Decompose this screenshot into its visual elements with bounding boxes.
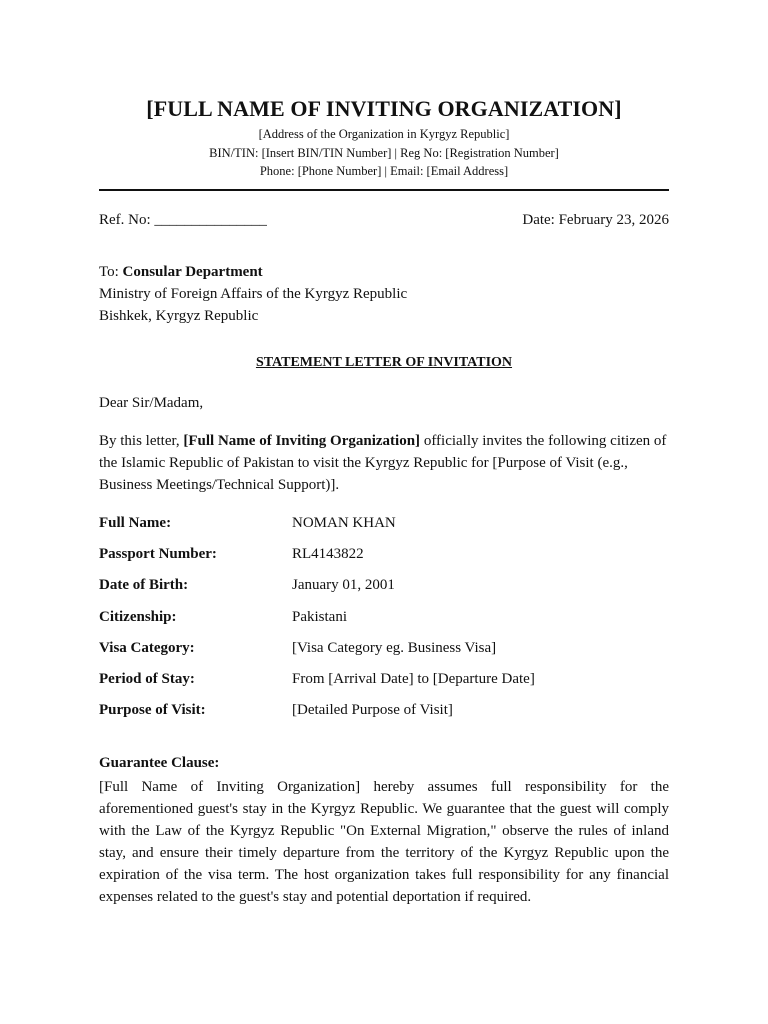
recipient-prefix: To: — [99, 264, 123, 280]
guarantee-paragraph: [Full Name of Inviting Organization] hereby assumes full responsibility for the aforementioned guest's stay in the Kyrgyz Republic. We guarantee that the guest will comply with the Law of the Kyrgyz Republic "On External Migration," observe the rules of inland stay, and ensure their timely departure from the territory of the Kyrgyz Republic upon the expiration of the visa term. The host organization takes full responsibility for any financial expenses related to the guest's stay and potential deportation if required. — [99, 779, 669, 905]
detail-row — [99, 577, 669, 608]
organization-name: [FULL NAME OF INVITING ORGANIZATION] — [146, 96, 622, 121]
detail-value: From [Arrival Date] to [Departure Date] — [292, 670, 535, 687]
detail-value: January 01, 2001 — [292, 577, 395, 594]
recipient-block — [99, 261, 669, 327]
recipient-line — [99, 261, 669, 283]
detail-value: [Detailed Purpose of Visit] — [292, 702, 453, 719]
detail-row — [99, 515, 669, 546]
detail-row — [99, 609, 669, 640]
detail-label: Full Name: — [99, 515, 172, 531]
guarantee-title: Guarantee Clause: — [99, 755, 220, 771]
letter-subject: STATEMENT LETTER OF INVITATION — [255, 355, 513, 370]
intro-paragraph — [99, 430, 669, 496]
detail-value: RL4143822 — [292, 546, 364, 563]
recipient-department: Consular Department — [122, 264, 263, 280]
intro-prefix: By this letter, — [99, 433, 184, 449]
detail-value: [Visa Category eg. Business Visa] — [292, 639, 497, 656]
organization-registration: BIN/TIN: [Insert BIN/TIN Number] | Reg No: [Registration Number] — [209, 146, 559, 160]
detail-row — [99, 546, 669, 577]
organization-contact: Phone: [Phone Number] | Email: [Email Address] — [259, 164, 509, 178]
detail-label: Date of Birth: — [99, 577, 189, 594]
detail-label: Passport Number: — [99, 546, 217, 563]
detail-label: Citizenship: — [99, 608, 177, 625]
detail-row — [99, 702, 669, 733]
guest-details — [99, 515, 669, 733]
detail-value: Pakistani — [292, 608, 347, 625]
detail-row — [99, 640, 669, 671]
detail-label: Purpose of Visit: — [99, 702, 206, 719]
detail-label: Visa Category: — [99, 639, 195, 656]
intro-rest: officially invites the following citizen of the Islamic Republic of Pakistan to visit the Kyrgyz Republic for [Purpose of Visit (e.g., Business Meetings/Technical Support)]. — [99, 433, 667, 493]
detail-value: NOMAN KHAN — [292, 515, 396, 531]
detail-row — [99, 671, 669, 702]
reference-number: Ref. No: _______________ — [99, 212, 267, 228]
reference-row — [99, 212, 669, 229]
intro-org-name: [Full Name of Inviting Organization] — [183, 433, 421, 449]
recipient-ministry: Ministry of Foreign Affairs of the Kyrgyz Republic — [99, 286, 408, 302]
salutation: Dear Sir/Madam, — [99, 395, 204, 411]
letter-date: Date: February 23, 2026 — [522, 212, 669, 228]
organization-address: [Address of the Organization in Kyrgyz Republic] — [258, 127, 510, 141]
header-divider — [99, 189, 669, 191]
detail-label: Period of Stay: — [99, 670, 195, 687]
recipient-city: Bishkek, Kyrgyz Republic — [99, 308, 259, 324]
